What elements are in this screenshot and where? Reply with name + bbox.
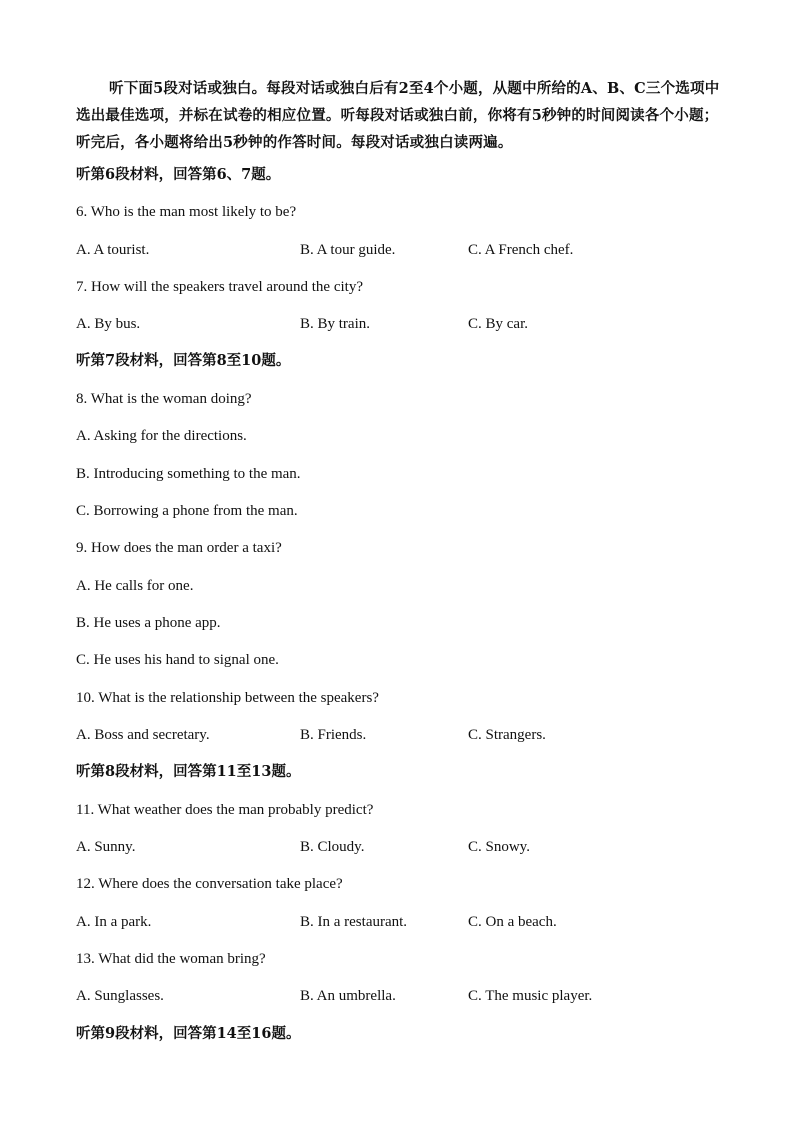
- question-11-option-a: A. Sunny.: [76, 839, 136, 855]
- question-7-option-b: B. By train.: [300, 316, 370, 332]
- question-8-option-a: A. Asking for the directions.: [76, 428, 247, 444]
- question-12-stem: 12. Where does the conversation take place?: [76, 876, 343, 892]
- section-heading-9: 听第9段材料，回答第14至16题。: [76, 1025, 301, 1042]
- question-9-stem: 9. How does the man order a taxi?: [76, 540, 282, 556]
- question-6-option-c: C. A French chef.: [468, 242, 574, 258]
- question-13-option-b: B. An umbrella.: [300, 988, 396, 1004]
- question-9-option-c: C. He uses his hand to signal one.: [76, 652, 279, 668]
- question-13-stem: 13. What did the woman bring?: [76, 951, 266, 967]
- question-10-option-b: B. Friends.: [300, 727, 367, 743]
- section-heading-8: 听第8段材料，回答第11至13题。: [76, 763, 301, 780]
- question-8-stem: 8. What is the woman doing?: [76, 391, 252, 407]
- question-11-stem: 11. What weather does the man probably predict?: [76, 802, 374, 818]
- question-13-option-a: A. Sunglasses.: [76, 988, 164, 1004]
- question-12-option-c: C. On a beach.: [468, 914, 557, 930]
- question-11-option-c: C. Snowy.: [468, 839, 530, 855]
- question-6-option-a: A. A tourist.: [76, 242, 150, 258]
- question-9-option-b: B. He uses a phone app.: [76, 615, 221, 631]
- question-12-option-b: B. In a restaurant.: [300, 914, 408, 930]
- question-6-option-b: B. A tour guide.: [300, 242, 396, 258]
- question-7-option-c: C. By car.: [468, 316, 528, 332]
- question-6-stem: 6. Who is the man most likely to be?: [76, 204, 297, 220]
- listening-instructions: 听下面5段对话或独白。每段对话或独白后有2至4个小题，从题中所给的A、B、C三个选项中选出最佳选项，并标在试卷的相应位置。听每段对话或独白前，你将有5秒钟的时间阅读各个小题；听完后，各小题将给出5秒钟的作答时间。每段对话或独白读两遍。: [76, 80, 720, 151]
- question-8-option-b: B. Introducing something to the man.: [76, 466, 301, 482]
- question-10-stem: 10. What is the relationship between the speakers?: [76, 690, 379, 706]
- question-10-option-c: C. Strangers.: [468, 727, 546, 743]
- question-7-option-a: A. By bus.: [76, 316, 141, 332]
- question-10-option-a: A. Boss and secretary.: [76, 727, 210, 743]
- question-8-option-c: C. Borrowing a phone from the man.: [76, 503, 298, 519]
- question-11-option-b: B. Cloudy.: [300, 839, 365, 855]
- section-heading-6: 听第6段材料，回答第6、7题。: [76, 166, 281, 183]
- question-9-option-a: A. He calls for one.: [76, 578, 194, 594]
- question-7-stem: 7. How will the speakers travel around the city?: [76, 279, 363, 295]
- section-heading-7: 听第7段材料，回答第8至10题。: [76, 352, 291, 369]
- question-13-option-c: C. The music player.: [468, 988, 593, 1004]
- question-12-option-a: A. In a park.: [76, 914, 152, 930]
